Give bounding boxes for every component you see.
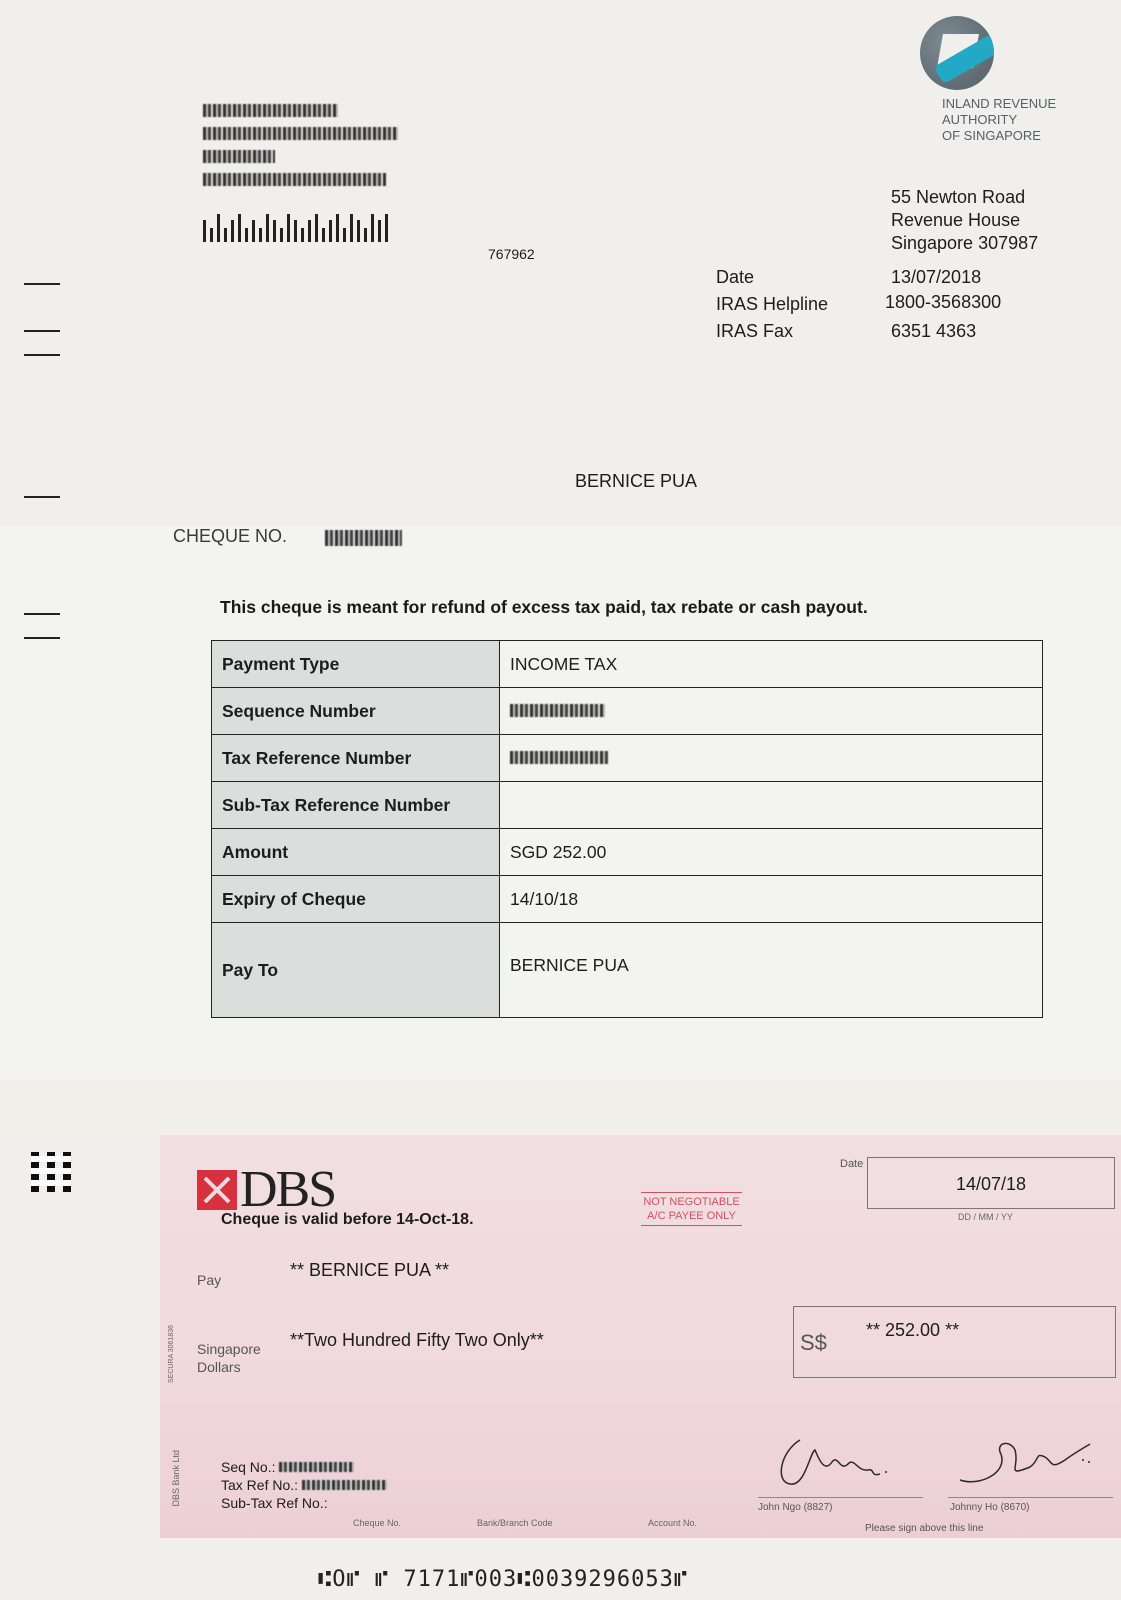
payment-details-table	[211, 640, 1043, 1018]
currency-label-line: Singapore	[197, 1341, 261, 1357]
signature-johnny-ho	[955, 1432, 1095, 1492]
cheque-date: 14/07/18	[867, 1157, 1115, 1209]
barcode-bar	[280, 228, 283, 242]
tax-ref-line	[221, 1476, 387, 1494]
barcode-bar	[238, 214, 241, 242]
cheque-reference-block	[221, 1458, 387, 1512]
barcode-bar	[252, 220, 255, 242]
iras-logo-icon	[920, 16, 994, 90]
barcode-bar	[259, 228, 262, 242]
barcode-bar	[385, 214, 388, 242]
signature-john-ngo	[770, 1432, 910, 1492]
recipient-name: BERNICE PUA	[575, 471, 698, 491]
address-line-redacted	[203, 127, 398, 141]
barcode-bar	[301, 228, 304, 242]
cheque-no-redacted	[325, 530, 402, 551]
micr-label-cheque-no: Cheque No.	[353, 1518, 402, 1528]
date-label: Date	[716, 267, 755, 287]
barcode-bar	[294, 220, 297, 242]
fold-mark	[24, 613, 60, 615]
crossing-text: NOT NEGOTIABLE	[643, 1196, 740, 1208]
fold-mark	[24, 330, 60, 332]
barcode-bar	[343, 228, 346, 242]
micr-label-account-no: Account No.	[648, 1518, 698, 1528]
barcode-bar	[210, 228, 213, 242]
row-label: Tax Reference Number	[212, 735, 500, 782]
helpline-label: IRAS Helpline	[716, 294, 829, 314]
row-label: Pay To	[212, 923, 500, 1018]
barcode-bar	[217, 214, 220, 242]
row-value: BERNICE PUA	[500, 923, 1043, 1018]
table-row	[212, 688, 1043, 735]
micr-label-bank-code: Bank/Branch Code	[477, 1518, 553, 1528]
seq-no-line	[221, 1458, 387, 1476]
document-ref-number: 767962	[488, 246, 535, 262]
fold-mark	[24, 354, 60, 356]
barcode-bar	[350, 214, 353, 242]
pay-label: Pay	[197, 1272, 222, 1288]
sub-tax-ref-line	[221, 1494, 387, 1512]
iras-name	[942, 96, 1056, 144]
barcode-bar	[287, 214, 290, 242]
cheque-payee: ** BERNICE PUA **	[290, 1260, 450, 1280]
paper-fold	[0, 1081, 1121, 1135]
barcode-bar	[329, 220, 332, 242]
barcode-bar	[315, 214, 318, 242]
barcode-bar	[273, 220, 276, 242]
row-label: Sub-Tax Reference Number	[212, 782, 500, 829]
dbs-logo-icon	[197, 1170, 237, 1210]
helpline-value: 1800-3568300	[885, 292, 1002, 312]
row-value-redacted	[500, 735, 1043, 782]
fax-value: 6351 4363	[891, 321, 977, 341]
refund-notice: This cheque is meant for refund of excess tax paid, tax rebate or cash payout.	[220, 597, 868, 617]
barcode-bar	[364, 228, 367, 242]
iras-address	[891, 186, 1038, 255]
fold-mark	[24, 283, 60, 285]
row-label: Amount	[212, 829, 500, 876]
micr-line: ⑆O⑈ ⑈ 7171⑈003⑆0039296053⑈	[318, 1567, 689, 1592]
barcode-bar	[378, 220, 381, 242]
signature-line	[758, 1497, 923, 1498]
cheque-no-label: CHEQUE NO.	[173, 526, 288, 546]
address-line-redacted	[203, 104, 338, 118]
fold-mark	[24, 496, 60, 498]
address-line-redacted	[203, 173, 386, 187]
row-value: 14/10/18	[500, 876, 1043, 923]
fold-mark	[24, 637, 60, 639]
fax-label: IRAS Fax	[716, 321, 794, 341]
row-label: Expiry of Cheque	[212, 876, 500, 923]
iras-name-line: AUTHORITY	[942, 112, 1018, 127]
cheque-date-label: Date	[840, 1158, 864, 1170]
postal-barcode	[203, 212, 391, 242]
signatory-name: Johnny Ho (8670)	[950, 1502, 1030, 1513]
currency-label	[197, 1340, 261, 1376]
bank-name: DBS	[240, 1161, 336, 1218]
barcode-bar	[266, 214, 269, 242]
seq-no-label: Seq No.:	[221, 1459, 276, 1475]
barcode-bar	[231, 220, 234, 242]
amount-box	[793, 1306, 1116, 1378]
sign-above-note: Please sign above this line	[865, 1523, 984, 1534]
table-row	[212, 876, 1043, 923]
date-format-hint: DD / MM / YY	[958, 1212, 1013, 1222]
barcode-bar	[203, 220, 206, 242]
table-row	[212, 735, 1043, 782]
address-line: Revenue House	[891, 210, 1021, 230]
crossing-stamp	[641, 1192, 742, 1226]
table-row	[212, 829, 1043, 876]
address-line: 55 Newton Road	[891, 187, 1026, 207]
date-value: 13/07/2018	[891, 267, 982, 287]
row-value: INCOME TAX	[500, 641, 1043, 688]
table-row	[212, 782, 1043, 829]
iras-name-line: INLAND REVENUE	[942, 96, 1057, 111]
barcode-bar	[371, 214, 374, 242]
currency-symbol: S$	[800, 1330, 827, 1355]
currency-label-line: Dollars	[197, 1359, 241, 1375]
signature-line	[948, 1497, 1113, 1498]
bank-side-text: DBS Bank Ltd	[171, 1450, 181, 1507]
barcode-bar	[357, 220, 360, 242]
table-row	[212, 641, 1043, 688]
secura-print-code: SECURA 3061836	[168, 1325, 175, 1383]
table-row	[212, 923, 1043, 1018]
row-label: Payment Type	[212, 641, 500, 688]
cheque-validity-note: Cheque is valid before 14-Oct-18.	[221, 1211, 474, 1228]
barcode-bar	[224, 228, 227, 242]
address-line-redacted	[203, 150, 275, 164]
row-value	[500, 782, 1043, 829]
barcode-bar	[308, 220, 311, 242]
address-line: Singapore 307987	[891, 233, 1039, 253]
row-value: SGD 252.00	[500, 829, 1043, 876]
sub-tax-ref-label: Sub-Tax Ref No.:	[221, 1495, 328, 1511]
barcode-bar	[336, 214, 339, 242]
barcode-bar	[245, 228, 248, 242]
signatory-name: John Ngo (8827)	[758, 1502, 833, 1513]
row-label: Sequence Number	[212, 688, 500, 735]
crossing-text: A/C PAYEE ONLY	[647, 1210, 736, 1222]
barcode-bar	[322, 228, 325, 242]
amount-in-words: **Two Hundred Fifty Two Only**	[290, 1330, 544, 1350]
tax-ref-label: Tax Ref No.:	[221, 1477, 299, 1493]
qr-code-icon	[31, 1152, 71, 1192]
cheque-amount: ** 252.00 **	[866, 1320, 960, 1340]
row-value-redacted	[500, 688, 1043, 735]
iras-name-line: OF SINGAPORE	[942, 128, 1041, 143]
